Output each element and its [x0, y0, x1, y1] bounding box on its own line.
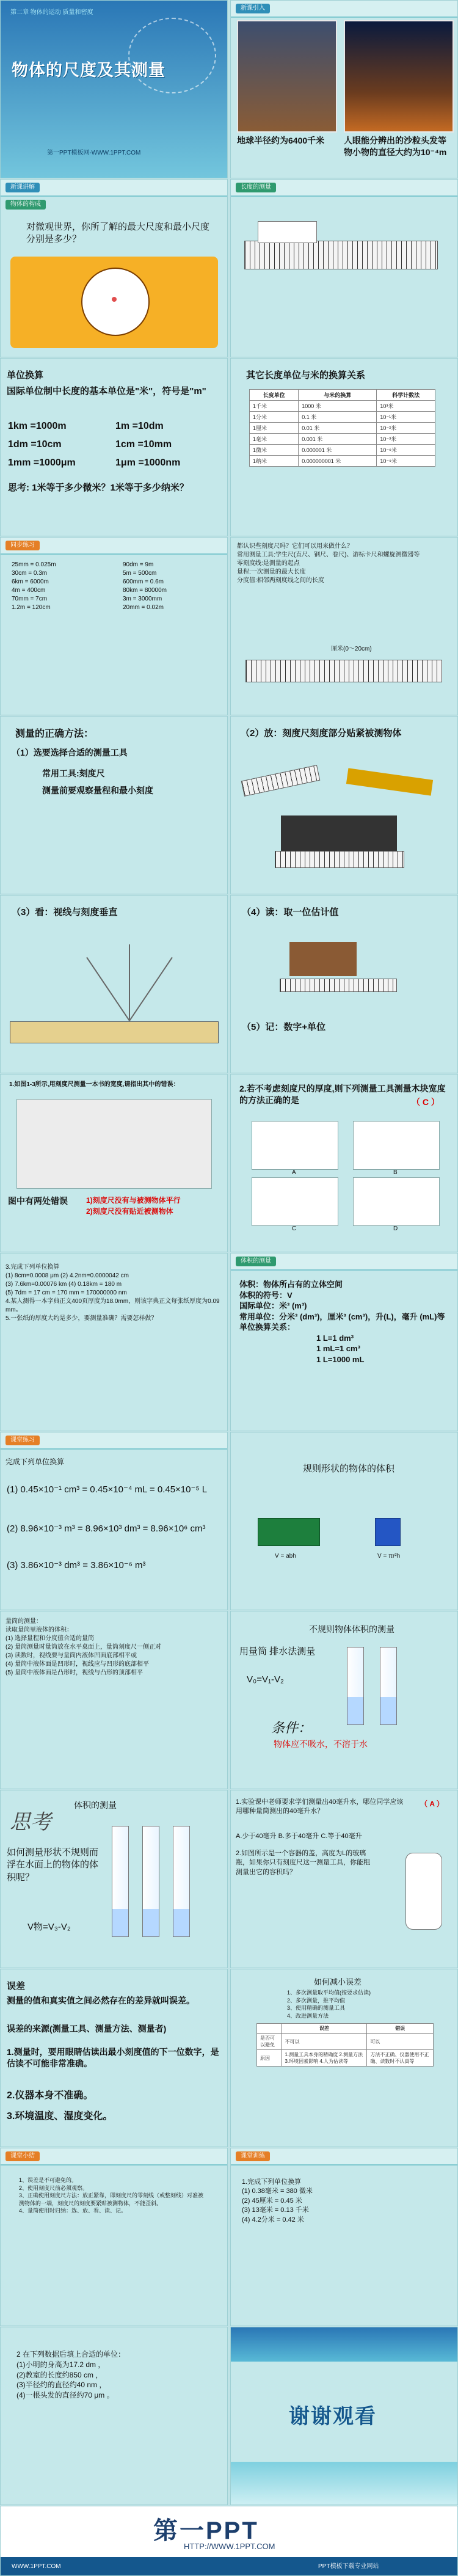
ruler-zoom-box: [258, 221, 317, 243]
slide-practice-1: [0, 537, 228, 715]
slide-summary: [0, 2148, 228, 2326]
reading-line: (1) 选择量程和分度值合适的量筒: [5, 1635, 94, 1642]
green-cuboid: [258, 1518, 320, 1546]
reduce-title: 如何减小误差: [314, 1977, 362, 1987]
option-label-b: B: [393, 1169, 398, 1176]
volume-choices: A.少于40毫升 B.多于40毫升 C.等于40毫升: [236, 1833, 362, 1840]
site-label: 第一PPT模板网-WWW.1PPT.COM: [47, 150, 141, 156]
place-title: （2）放：刻度尺刻度部分贴紧被测物体: [241, 728, 402, 739]
fill-item: (4)一根头发的直径约70 μm 。: [16, 2391, 114, 2400]
slide-unit-table: [230, 358, 458, 536]
volume-line: 单位换算关系：: [239, 1323, 296, 1332]
volume-line: 体积的符号：V: [239, 1290, 293, 1300]
irregular-formula: V₀=V₁-V₂: [247, 1674, 284, 1685]
slide-volume-measure: [230, 1253, 458, 1431]
slide-floating-volume: [0, 1790, 228, 1968]
volume-q3: (3) 3.86×10⁻³ dm³ = 3.86×10⁻⁶ m³: [7, 1560, 146, 1571]
slide-place-ruler: [230, 716, 458, 894]
section-tag: 课堂练习: [5, 1436, 40, 1445]
eq-m-dm: 1m =10dm: [115, 421, 164, 431]
ruler-image: [244, 241, 438, 269]
table-cell: 原因: [257, 2050, 282, 2067]
fill-item: (3)半径约的直径约40 nm ，: [16, 2381, 107, 2390]
error-2: 2)刻度尺没有贴近被测物体: [86, 1207, 173, 1216]
eq-cm-mm: 1cm =10mm: [115, 439, 172, 450]
cm-ruler: [245, 660, 442, 682]
option-label-c: C: [292, 1225, 297, 1232]
reduce-item: 2、多次测量，推平均值: [287, 1997, 346, 2004]
practice-item: 4m = 400cm: [12, 587, 46, 594]
floating-formula: V物=V₃-V₂: [27, 1922, 71, 1932]
slide-error: [0, 1969, 228, 2147]
volume-line: 1 L=1 dm³: [316, 1333, 354, 1343]
section-tag: 新课讲解: [5, 183, 40, 192]
cylinder-formula: V = πr²h: [377, 1553, 401, 1560]
table-cell: 0.001 米: [299, 434, 377, 445]
training-list: [242, 2178, 425, 2225]
volume-q2: (2) 8.96×10⁻³ m³ = 8.96×10³ dm³ = 8.96×10⁶ cm³: [7, 1523, 206, 1534]
reduce-item: 4、改进测量方法: [287, 2012, 329, 2019]
table-title: 其它长度单位与米的换算关系: [246, 370, 366, 381]
practice-item: 90dm = 9m: [123, 561, 154, 568]
practice-line: 3.完成下列单位换算: [5, 1264, 60, 1271]
slide-correct-method: [0, 716, 228, 894]
option-label-a: A: [292, 1169, 296, 1176]
table-header: [257, 2024, 282, 2034]
book-question: 1.如图1-3所示,用刻度尺测量一本书的宽度,请指出其中的错误：: [9, 1081, 180, 1088]
reading-line: (3) 读数时，视线要与量筒内液体凹面底部相平或: [5, 1652, 137, 1659]
basics-line: 常用测量工具:学生尺(直尺、钢尺、卷尺)、游标卡尺和螺旋测微器等: [237, 552, 420, 558]
wood-block: [289, 942, 357, 976]
reading-line: (4) 量筒中液体面是凹形时，视线应与凹形的底部相平: [5, 1661, 149, 1668]
summary-list: [19, 2176, 208, 2215]
method-item-2: 测量前要观察量程和最小刻度: [42, 786, 153, 795]
volume-line: 1 mL=1 cm³: [316, 1344, 360, 1354]
slide-unit-conversion: [0, 358, 228, 536]
eq-dm-cm: 1dm =10cm: [8, 439, 62, 450]
table-cell: 1微米: [250, 445, 299, 456]
table-cell: 1厘米: [250, 423, 299, 434]
table-header: 长度单位: [250, 390, 299, 401]
error-definition: 测量的值和真实值之间必然存在的差异就叫误差。: [7, 1996, 195, 2005]
practice-item: 1.2m = 120cm: [12, 604, 51, 611]
slide-intro: [230, 0, 458, 178]
choice-question: 2.若不考虑刻度尺的厚度,则下列测量工具测量木块宽度的方法正确的是: [239, 1084, 446, 1105]
slide-fill-units: [0, 2327, 228, 2505]
conversion-practice-text: [5, 1263, 224, 1323]
volume-q1: (1) 0.45×10⁻¹ cm³ = 0.45×10⁻⁴ mL = 0.45×10⁻⁵ L: [7, 1484, 208, 1495]
option-panel-b: [353, 1121, 440, 1170]
cylinder-a: [347, 1647, 364, 1725]
view-title: （3）看：视线与刻度垂直: [12, 907, 118, 918]
cylinder-reading-text: [5, 1618, 222, 1677]
section-tag: 体积的测量: [236, 1257, 276, 1266]
bottle-drawing: [405, 1853, 442, 1930]
slide-title: [0, 0, 228, 178]
eq-km-m: 1km =1000m: [8, 421, 67, 431]
error-source-2: 2.仪器本身不准确。: [7, 2090, 93, 2101]
structure-question: 对微观世界，你所了解的最大尺度和最小尺度分别是多少？: [26, 222, 210, 245]
summary-item: 1、误差是不可避免的。: [19, 2177, 78, 2183]
dark-block: [281, 815, 397, 851]
practice-item: 70mm = 7cm: [12, 596, 48, 602]
slide-irregular-volume: [230, 1611, 458, 1789]
choice-answer: （ C ）: [412, 1097, 440, 1107]
option-panel-d: [353, 1177, 440, 1226]
reading-line: (2) 量筒测量时量筒放在水平桌面上，量筒刻度尺一侧正对: [5, 1644, 161, 1651]
error-source-title: 误差的来源(测量工具、测量方法、测量者): [7, 2024, 167, 2034]
logo-url: HTTP://WWW.1PPT.COM: [184, 2542, 275, 2551]
slide-thanks: [230, 2327, 458, 2505]
slide-conversion-practice: [0, 1253, 228, 1431]
practice-line: (5) 7dm = 17 cm = 170 mm = 170000000 nm: [5, 1290, 127, 1296]
slide-viewing-angle: [0, 895, 228, 1073]
thanks-text: 谢谢观看: [289, 2405, 377, 2428]
practice-line: (3) 7.6km=0.00076 km (4) 0.18km = 180 m: [5, 1281, 122, 1288]
slide-error-book: [0, 1074, 228, 1252]
table-cell: 10⁻⁶米: [377, 445, 435, 456]
practice-item: 25mm = 0.025m: [12, 561, 56, 568]
floating-title: 体积的测量: [74, 1800, 117, 1810]
option-label-d: D: [393, 1225, 398, 1232]
table-cell: 10⁻¹米: [377, 412, 435, 423]
fill-item: (2)教室的长度约850 cm ，: [16, 2370, 103, 2379]
reduce-item: 3、使用精确的测量工具: [287, 2005, 346, 2012]
slide-length-measure: [230, 179, 458, 357]
training-item: (4) 4.2分米 = 0.42 米: [242, 2216, 304, 2224]
ruler-axis-label: 厘米(0～20cm): [331, 646, 372, 652]
table-cell: 是否可以避免: [257, 2034, 282, 2050]
earth-radius-caption: 地球半径约为6400千米: [237, 136, 325, 145]
practice-item: 3m = 3000mm: [123, 596, 162, 602]
error-vs-mistake-table: [256, 2023, 434, 2067]
floating-question: 如何测量形状不规则而浮在水面上的物体的体积呢？: [7, 1847, 99, 1883]
volume-text: [239, 1279, 452, 1365]
slide-subtitle: 第二章 物体的运动 质量和密度: [10, 9, 93, 16]
floating-cylinder-1: [112, 1826, 129, 1937]
bottom-right-label: PPT模板下载专业网站: [318, 2563, 379, 2570]
section-tag: 新课引入: [236, 4, 270, 13]
table-header: 错误: [367, 2024, 434, 2034]
section-tag: 同步练习: [5, 541, 40, 550]
main-title: 物体的尺度及其测量: [12, 61, 165, 79]
reduce-list: [287, 1989, 415, 2020]
bottom-ruler: [275, 851, 404, 868]
reading-line: 读取量筒里液体的体积：: [5, 1627, 73, 1633]
think-label: 思考: [10, 1811, 51, 1834]
section-tag: 长度的测量: [236, 183, 276, 192]
table-cell: 1毫米: [250, 434, 299, 445]
eye-lines: [59, 944, 200, 1021]
condition-label: 条件：: [271, 1720, 312, 1735]
summary-item: 2、使用刻度尺前必须观察。: [19, 2184, 89, 2191]
training-item: (1) 0.38毫米 = 380 微米: [242, 2187, 313, 2195]
table-header: 科学计数法: [377, 390, 435, 401]
eq-mm-um: 1mm =1000μm: [8, 458, 76, 468]
table-cell: 0.1 米: [299, 412, 377, 423]
table-cell: 0.01 米: [299, 423, 377, 434]
volume-question-2: 2.如图所示是一个容器的盖，高度为L的玻璃瓶，如果你只有刻度尺这一测量工具，你能粗测量出它的容积吗？: [236, 1850, 370, 1876]
method-step-1: （1）选要选择合适的测量工具: [12, 748, 128, 757]
regular-volume-title: 规则形状的物体的体积: [303, 1464, 395, 1474]
training-item: 1.完成下列单位换算: [242, 2178, 302, 2186]
practice-list-right: [123, 561, 214, 612]
subsection-tag: 物体的构成: [5, 200, 46, 210]
volume-line: 1 L=1000 mL: [316, 1354, 365, 1364]
training-item: (2) 45厘米 = 0.45 米: [242, 2197, 302, 2205]
table-cell: 方法不正确、仪器使用不正确、读数时不认真等: [367, 2050, 434, 2067]
earth-mountain-photo: [237, 20, 337, 133]
book-photo: [16, 1099, 212, 1189]
basics-line: 都认识些刻度尺吗？它们可以用来做什么？: [237, 543, 353, 550]
slide-reading: [230, 895, 458, 1073]
table-cell: 10⁻⁹米: [377, 456, 435, 467]
volume-line: 体积：物体所占有的立体空间: [239, 1280, 343, 1289]
unit-title: 单位换算: [7, 370, 44, 381]
desert-dune-photo: [344, 20, 454, 133]
record-title: （5）记：数字+单位: [242, 1022, 326, 1032]
volume-question-1: 1.实验课中老师要求学们测量出40毫升水，哪位同学应该用哪种量筒测出的40毫升水？: [236, 1798, 404, 1815]
practice-item: 600mm = 0.6m: [123, 578, 164, 585]
ruler-basics-text: [237, 542, 451, 585]
table-cell: 1千米: [250, 401, 299, 412]
base-unit-text: 国际单位制中长度的基本单位是"米"，符号是"m": [7, 386, 206, 396]
table-header: 与米的换算: [299, 390, 377, 401]
table-cell: 1纳米: [250, 456, 299, 467]
section-tag: 课堂小结: [5, 2151, 40, 2161]
cuboid-formula: V = abh: [275, 1553, 296, 1560]
summary-item: 4、量筒使用时归纳：选、放、看、读、记。: [19, 2208, 127, 2214]
slide-reduce-error: [230, 1969, 458, 2147]
unit-table: [249, 389, 435, 467]
table-cell: 1.测量工具本身的精确度 2.测量方法 3.环境因素影响 4.人为估读等: [282, 2050, 367, 2067]
practice-item: 6km = 6000m: [12, 578, 49, 585]
training-item: (3) 13毫米 = 0.13 千米: [242, 2206, 309, 2214]
option-panel-a: [252, 1121, 338, 1170]
floating-cylinder-2: [142, 1826, 159, 1937]
slide-training: [230, 2148, 458, 2326]
volume-line: 常用单位：分米³ (dm³)，厘米³ (cm³)，升(L)，毫升 (mL)等: [239, 1312, 445, 1321]
book-caption: 图中有两处错误: [8, 1196, 68, 1206]
reading-ruler: [280, 979, 397, 992]
dotted-circle-graphic: [128, 18, 216, 93]
volume-line: 国际单位：米³ (m³): [239, 1301, 307, 1311]
slide-logo: [0, 2506, 458, 2576]
fill-item: 2 在下列数据后填上合适的单位：: [16, 2350, 126, 2359]
practice-line: 5.一张纸的厚度大约是多少，要测量准确？需要怎样做？: [5, 1315, 158, 1322]
table-cell: 10⁻³米: [377, 434, 435, 445]
basics-line: 分度值:相邻两刻度线之间的长度: [237, 577, 324, 584]
method-item-1: 常用工具:刻度尺: [42, 768, 105, 778]
table-cell: 可以: [367, 2034, 434, 2050]
slide-ruler-basics: [230, 537, 458, 715]
error-title: 误差: [7, 1981, 26, 1991]
wrong-ruler: [241, 765, 321, 797]
irregular-method: 用量筒 排水法测量: [239, 1646, 316, 1657]
view-ruler: [10, 1021, 219, 1043]
blue-cylinder: [375, 1518, 401, 1546]
condition-text: 物体应不吸水，不溶于水: [274, 1739, 368, 1749]
table-cell: 1分米: [250, 412, 299, 423]
error-source-1: 1.测量时，要用眼睛估读出最小刻度值的下一位数字，是估读不可能非常准确。: [7, 2047, 219, 2068]
slide-volume-practice: [0, 1432, 228, 1610]
table-cell: 0.000001 米: [299, 445, 377, 456]
eq-um-nm: 1μm =1000nm: [115, 458, 181, 468]
error-1: 1)刻度尺没有与被测物体平行: [86, 1196, 181, 1205]
volume-answer-1: （ A ）: [420, 1800, 444, 1808]
basics-line: 零刻度线:是测量的起点: [237, 560, 300, 567]
unit-question: 思考: 1米等于多少微米？1米等于多少纳米？: [8, 483, 189, 493]
sand-grain-caption: 人眼能分辨出的沙粒头发等物小物的直径大约为10⁻⁴m: [344, 136, 447, 157]
floating-cylinder-3: [173, 1826, 190, 1937]
table-cell: 1000 米: [299, 401, 377, 412]
logo-text: 第一PPT: [153, 2517, 259, 2544]
table-header: 误差: [282, 2024, 367, 2034]
table-cell: 0.000000001 米: [299, 456, 377, 467]
cylinder-b: [380, 1647, 397, 1725]
fill-units-list: [16, 2349, 212, 2401]
slide-volume-questions: [230, 1790, 458, 1968]
practice-line: (1) 8cm=0.0008 μm (2) 4.2nm=0.0000042 cm: [5, 1272, 129, 1279]
reading-line: (5) 量筒中液体面是凸形时，视线与凸形的顶部相平: [5, 1669, 143, 1676]
volume-practice-title: 完成下列单位换算: [5, 1458, 65, 1466]
reduce-item: 1、多次测量取平均值(按要求估读): [287, 1990, 371, 1996]
practice-item: 20mm = 0.02m: [123, 604, 164, 611]
reading-line: 量筒的测量：: [5, 1618, 42, 1625]
scale-diagram: [10, 257, 218, 348]
fill-item: (1)小明的身高为17.2 dm ，: [16, 2360, 106, 2369]
read-title: （4）读：取一位估计值: [242, 907, 339, 918]
slide-choice: [230, 1074, 458, 1252]
summary-item: 3、正确使用刻度尺方法：放正紧靠，即刻度尺的零刻线（或整刻线）对准被测物体的一端，刻度尺的刻度要紧贴被测物体，不能歪斜。: [19, 2192, 204, 2206]
slide-regular-volume: [230, 1432, 458, 1610]
irregular-title: 不规则物体体积的测量: [309, 1624, 394, 1634]
section-tag: 课堂训练: [236, 2151, 270, 2161]
basics-line: 量程:一次测量的最大长度: [237, 569, 306, 575]
practice-item: 5m = 500cm: [123, 570, 157, 577]
practice-line: 4.某人测得一本字典正文400页厚度为18.0mm，则该字典正文每张纸厚度为0.09 mm。: [5, 1298, 220, 1313]
table-cell: 10⁻²米: [377, 423, 435, 434]
method-title: 测量的正确方法：: [15, 729, 94, 739]
slide-structure: [0, 179, 228, 357]
bottom-left-label: WWW.1PPT.COM: [12, 2563, 61, 2570]
error-source-3: 3.环境温度、湿度变化。: [7, 2111, 113, 2122]
table-cell: 不可以: [282, 2034, 367, 2050]
option-panel-c: [252, 1177, 338, 1226]
practice-item: 30cm = 0.3m: [12, 570, 48, 577]
practice-item: 80km = 80000m: [123, 587, 167, 594]
table-cell: 10³米: [377, 401, 435, 412]
practice-list-left: [12, 561, 103, 612]
gold-ruler: [346, 768, 433, 795]
slide-cylinder-reading: [0, 1611, 228, 1789]
